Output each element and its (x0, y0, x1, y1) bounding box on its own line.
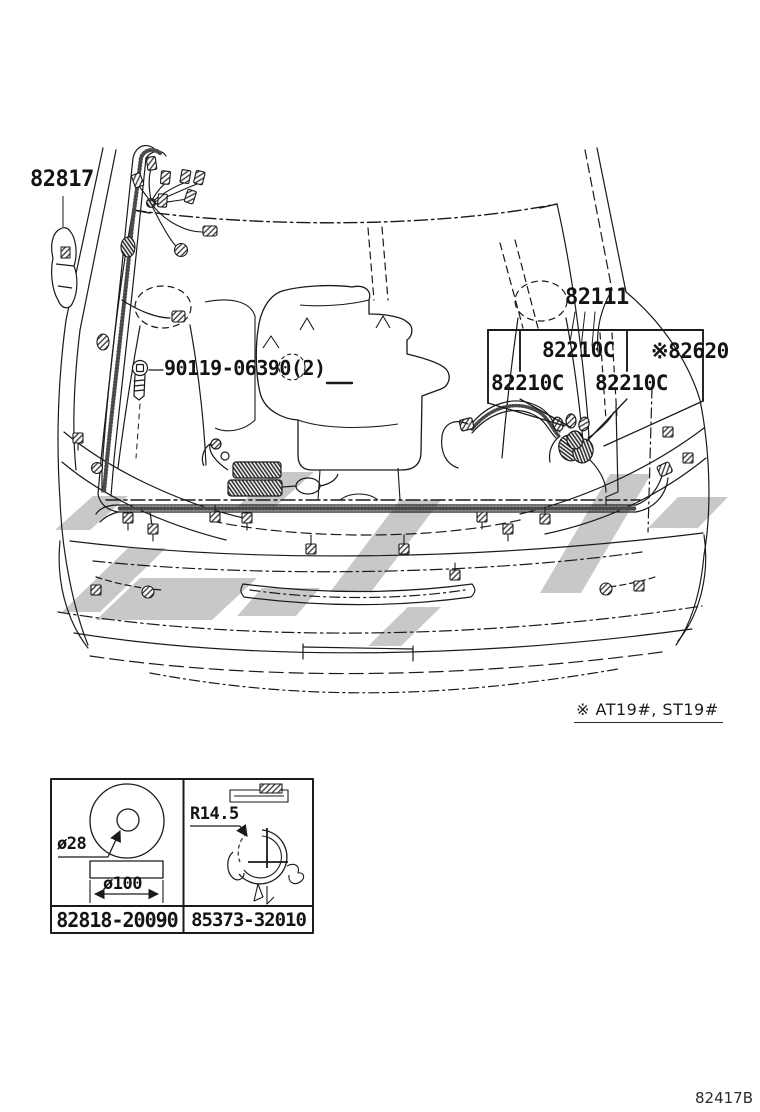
callout-82620: ※82620 (651, 339, 729, 363)
dim-hole: ø28 (57, 834, 87, 854)
clip-82817-drawing (52, 196, 77, 308)
main-harness (96, 146, 673, 526)
callout-82111: 82111 (565, 285, 629, 310)
callout-82210c-2: 82210C (491, 371, 564, 395)
inset-part-number-1: 82818-20090 (56, 908, 178, 932)
grommet-icon (556, 431, 596, 465)
applicability-note: ※ AT19#, ST19# (574, 700, 723, 723)
figure-code: 82417B (695, 1089, 754, 1107)
watermark (55, 472, 728, 646)
inset-part-number-2: 85373-32010 (191, 909, 306, 931)
dim-disc: ø100 (103, 874, 142, 894)
callout-82210c-3: 82210C (595, 371, 668, 395)
connector-icon (551, 414, 590, 432)
callout-82210c-1: 82210C (542, 338, 615, 362)
callout-90119: 90119-06390(2) (164, 356, 326, 380)
relay-box (202, 439, 338, 496)
callout-82817: 82817 (30, 167, 94, 192)
dim-radius: R14.5 (190, 804, 239, 824)
